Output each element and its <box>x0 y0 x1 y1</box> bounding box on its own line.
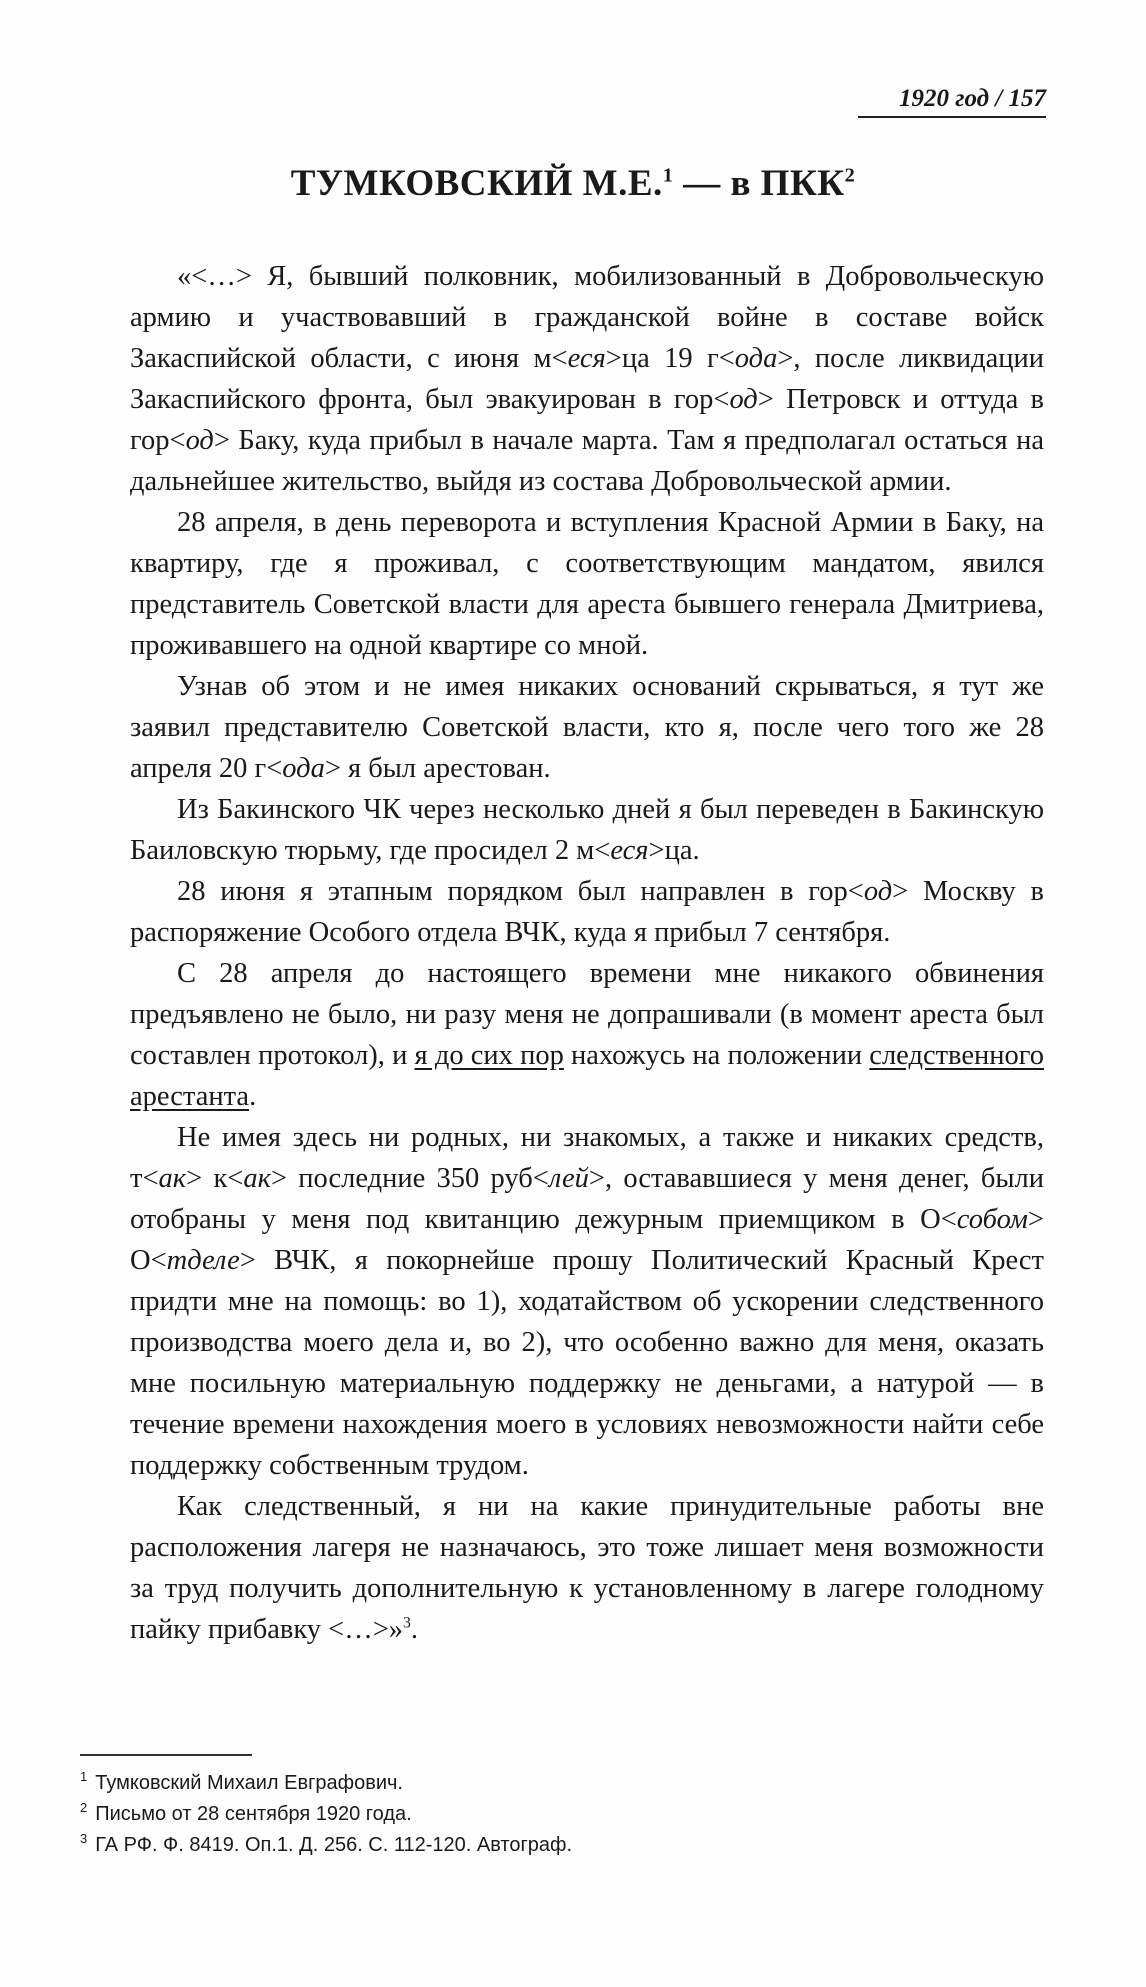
title-footnote-ref-2: 2 <box>844 164 856 187</box>
editorial-insert: еся <box>610 835 649 866</box>
text-run: >ца 19 г< <box>605 343 735 374</box>
footnote-ref-3: 3 <box>403 1614 411 1632</box>
text-run: > О< <box>130 1204 1044 1276</box>
paragraph-7 <box>130 1117 1044 1486</box>
text-run: С 28 апреля до настоящего времени мне никакого обвинения предъявлено не было, ни разу меня не допрашивали (в момент ареста был составлен протокол), и <box>130 958 1044 1071</box>
editorial-insert: од <box>185 425 214 456</box>
text-run: > к< <box>186 1163 244 1194</box>
text-run: . <box>410 1614 418 1645</box>
footnotes <box>80 1768 980 1861</box>
paragraph-6 <box>130 953 1044 1117</box>
text-run: Из Бакинского ЧК через несколько дней я был переведен в Бакинскую Баиловскую тюрьму, где просидел 2 м< <box>130 794 1044 866</box>
text-run: Как следственный, я ни на какие принудительные работы вне расположения лагеря не назначаюсь, это тоже лишает меня возможности за труд получить дополнительную к установленному в лагере голодному пайку прибавку <…>» <box>130 1491 1044 1645</box>
editorial-insert: ак <box>243 1163 271 1194</box>
text-run: > ВЧК, я покорнейше прошу Политический Красный Крест придти мне на помощь: во 1), ходатайством об ускорении следственного производства моего дела и, во 2), что особенно важно для меня, оказать мне посильную материальную поддержку не деньгами, а натурой — в течение времени нахождения моего в условиях невозможности найти себе поддержку собственным трудом. <box>130 1245 1044 1481</box>
text-run: Узнав об этом и не имея никаких оснований скрываться, я тут же заявил представителю Советской власти, кто я, после чего того же 28 апреля 20 г< <box>130 671 1044 784</box>
underlined-phrase: следственного арестанта <box>130 1040 1044 1112</box>
text-run: «<…> Я, бывший полковник, мобилизованный в Добровольческую армию и участвовавший в гражданской войне в составе войск Закаспийской области, с июня м< <box>130 261 1044 374</box>
editorial-insert: од <box>729 384 758 415</box>
footnote-number: 1 <box>80 1769 88 1785</box>
title-footnote-ref-1: 1 <box>662 164 674 187</box>
text-run: > Петровск и оттуда в гор< <box>130 384 1044 456</box>
text-run: > последние 350 руб< <box>270 1163 549 1194</box>
footnote-text: Письмо от 28 сентября 1920 года. <box>95 1803 412 1825</box>
text-run: > я был арестован. <box>324 753 551 784</box>
text-run: > Москву в распоряжение Особого отдела ВЧК, куда я прибыл 7 сентября. <box>130 876 1044 948</box>
footnote-text: Тумковский Михаил Евграфович. <box>95 1772 403 1794</box>
text-run: >ца. <box>648 835 700 866</box>
text-run: Не имея здесь ни родных, ни знакомых, а также и никаких средств, т< <box>130 1122 1044 1194</box>
editorial-insert: тделе <box>166 1245 240 1276</box>
footnote-divider <box>80 1754 252 1756</box>
paragraph-3 <box>130 666 1044 789</box>
text-run: 28 июня я этапным порядком был направлен в гор< <box>177 876 864 907</box>
text-run: >, после ликвидации Закаспийского фронта, был эвакуирован в гор< <box>130 343 1044 415</box>
editorial-insert: лей <box>548 1163 589 1194</box>
text-run: > Баку, куда прибыл в начале марта. Там я предполагал остаться на дальнейшее жительство, выйдя из состава Добровольческой армии. <box>130 425 1044 497</box>
paragraph-1 <box>130 256 1044 502</box>
editorial-insert: ак <box>158 1163 187 1194</box>
paragraph-5 <box>130 871 1044 953</box>
page-title <box>0 160 1146 208</box>
letter-body <box>130 256 1044 1650</box>
footnote-1 <box>80 1768 980 1799</box>
running-head: 1920 год / 157 <box>858 84 1046 118</box>
editorial-insert: собом <box>956 1204 1028 1235</box>
title-name: ТУМКОВСКИЙ М.Е. <box>290 163 663 204</box>
footnote-number: 3 <box>80 1831 88 1847</box>
footnote-2 <box>80 1799 980 1830</box>
underlined-phrase: я до сих пор <box>414 1040 564 1071</box>
editorial-insert: ода <box>282 753 325 784</box>
paragraph-4 <box>130 789 1044 871</box>
paragraph-2: 28 апреля, в день переворота и вступления Красной Армии в Баку, на квартиру, где я проживал, с соответствующим мандатом, явился представитель Советской власти для ареста бывшего генерала Дмитриева, проживавшего на одной квартире со мной. <box>130 507 1044 661</box>
footnote-number: 2 <box>80 1800 88 1816</box>
editorial-insert: од <box>863 876 893 907</box>
text-run: нахожусь на положении <box>563 1040 870 1071</box>
footnote-3 <box>80 1830 980 1861</box>
title-suffix: — в ПКК <box>673 163 845 204</box>
text-run: . <box>249 1081 257 1112</box>
footnote-text: ГА РФ. Ф. 8419. Оп.1. Д. 256. С. 112-120. Автограф. <box>95 1834 573 1856</box>
text-run: >, остававшиеся у меня денег, были отобраны у меня под квитанцию дежурным приемщиком в О< <box>130 1163 1044 1235</box>
paragraph-8 <box>130 1486 1044 1650</box>
editorial-insert: ода <box>734 343 778 374</box>
editorial-insert: еся <box>567 343 606 374</box>
